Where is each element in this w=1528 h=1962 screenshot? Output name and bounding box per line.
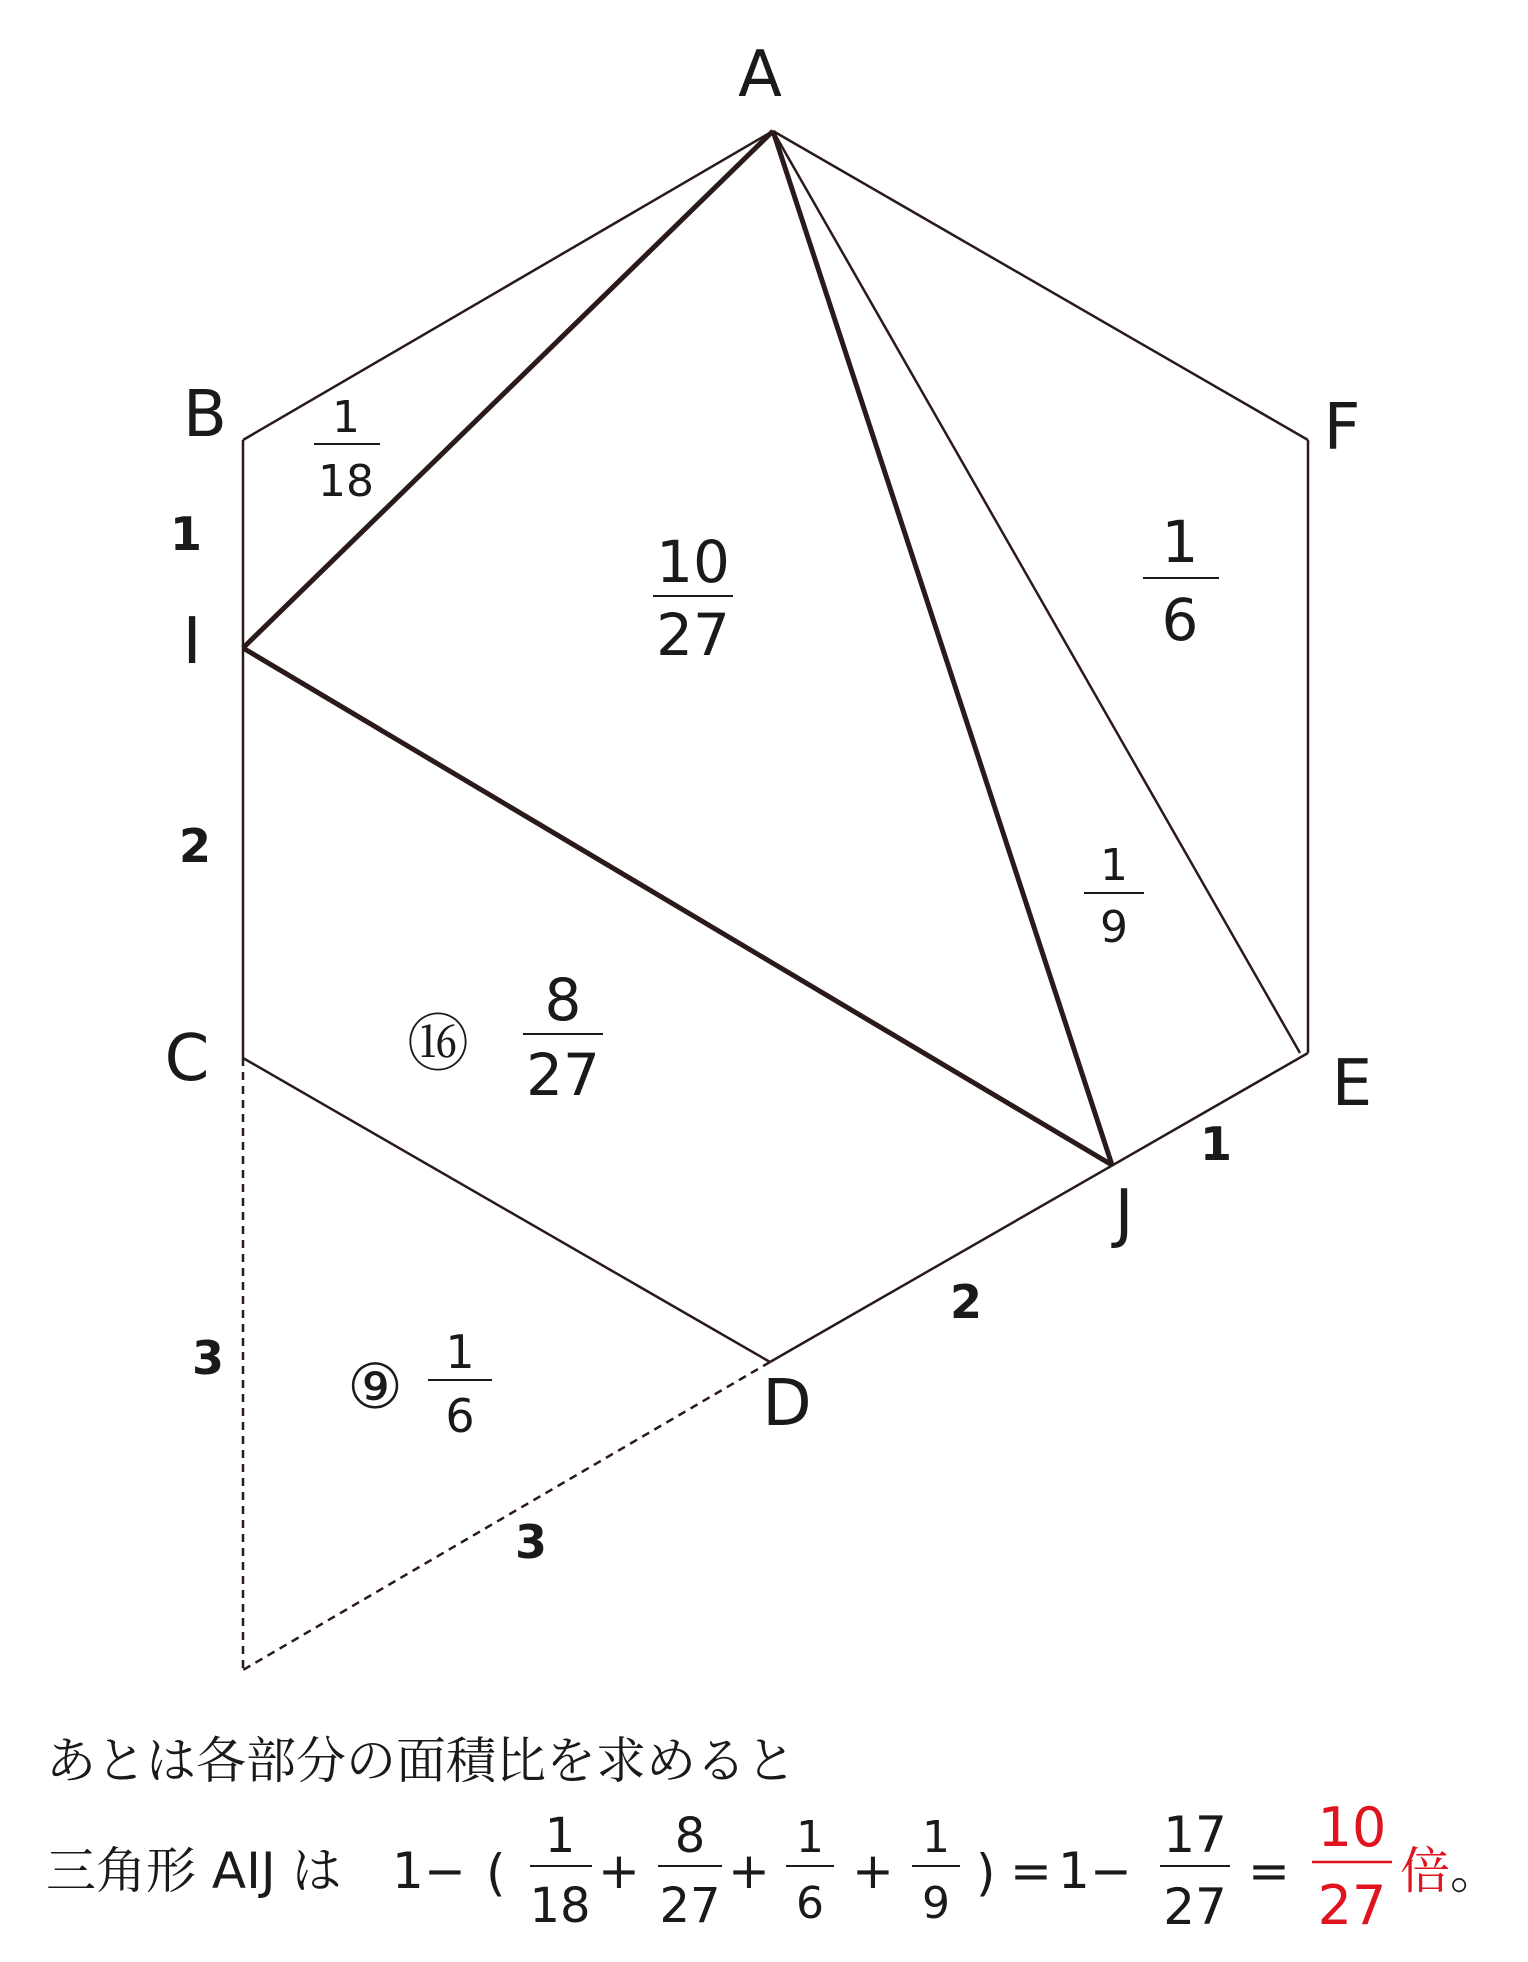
area-AJE — [1084, 840, 1144, 953]
area-CXD-denominator: 6 — [445, 1389, 475, 1443]
edge-AB — [243, 131, 773, 440]
area-CXD-numerator: 1 — [445, 1325, 475, 1379]
area-CXD — [347, 1325, 492, 1443]
interior-lines — [243, 131, 1300, 1165]
equation-left-paren: ( — [486, 1844, 506, 1902]
area-ICJ-marker: ⑯ — [406, 1007, 470, 1080]
segment-label-CX: 3 — [191, 1331, 225, 1385]
vertex-label-I: I — [182, 605, 202, 679]
term-1-denominator: 18 — [529, 1878, 591, 1934]
term-4-denominator: 9 — [922, 1878, 950, 1929]
area-AJE-numerator: 1 — [1100, 840, 1128, 891]
vertex-label-J: J — [1114, 1177, 1134, 1251]
equation-minus-a: − — [424, 1842, 466, 1900]
equation-equals-2: = — [1248, 1842, 1290, 1900]
segment-AE — [773, 131, 1300, 1053]
edge-DE — [770, 1053, 1308, 1362]
area-AIJ — [653, 528, 733, 669]
term-2-denominator: 27 — [659, 1878, 721, 1934]
area-ABI-numerator: 1 — [332, 392, 360, 443]
area-CXD-marker: ⑨ — [347, 1350, 403, 1423]
area-AEF-denominator: 6 — [1161, 586, 1199, 654]
equation-equals-1: = — [1010, 1842, 1052, 1900]
term-3-denominator: 6 — [796, 1878, 824, 1929]
vertex-labels — [165, 38, 1373, 1441]
explanation-line-1: あとは各部分の面積比を求めると — [46, 1732, 796, 1790]
answer-numerator: 10 — [1317, 1796, 1387, 1859]
region-areas — [314, 392, 1219, 1443]
vertex-label-B: B — [183, 378, 227, 452]
explanation-line-2-prefix: 三角形 AIJ は — [46, 1842, 342, 1900]
area-AEF — [1143, 508, 1219, 654]
plus-1: + — [598, 1842, 640, 1900]
vertex-label-D: D — [762, 1367, 812, 1441]
segment-IJ — [243, 648, 1112, 1165]
area-ICJ-numerator: 8 — [544, 966, 582, 1034]
edge-FA — [773, 131, 1308, 440]
answer-denominator: 27 — [1317, 1874, 1387, 1937]
answer-suffix: 倍 — [1400, 1842, 1450, 1900]
dashed-DX — [243, 1362, 770, 1670]
term-4-numerator: 1 — [922, 1812, 950, 1863]
term-3-numerator: 1 — [796, 1812, 824, 1863]
equation-minus-b: − — [1090, 1842, 1132, 1900]
area-ICJ-denominator: 27 — [526, 1041, 600, 1109]
plus-2: + — [728, 1842, 770, 1900]
equation-one-a: 1 — [392, 1842, 424, 1900]
edge-CD — [243, 1058, 770, 1362]
area-ABI-denominator: 18 — [318, 456, 374, 507]
area-ABI — [314, 392, 380, 507]
plus-3: + — [852, 1842, 894, 1900]
subtrahend-numerator: 17 — [1163, 1806, 1227, 1864]
segment-AJ — [773, 131, 1112, 1165]
area-AIJ-denominator: 27 — [656, 601, 730, 669]
segment-label-DJ: 2 — [949, 1275, 983, 1329]
vertex-label-E: E — [1331, 1047, 1373, 1121]
explanation — [46, 1732, 1500, 1937]
segment-label-DX: 3 — [514, 1515, 548, 1569]
segment-label-IC: 2 — [178, 819, 212, 873]
area-AEF-numerator: 1 — [1161, 508, 1199, 576]
area-AIJ-numerator: 10 — [656, 528, 730, 596]
segment-label-JE: 1 — [1199, 1117, 1233, 1171]
segment-label-BI: 1 — [169, 507, 203, 561]
hexagon-outline — [243, 131, 1308, 1362]
vertex-label-F: F — [1323, 391, 1361, 465]
vertex-label-A: A — [738, 38, 782, 112]
term-2-numerator: 8 — [674, 1808, 706, 1864]
term-1-numerator: 1 — [544, 1808, 576, 1864]
vertex-label-C: C — [164, 1022, 210, 1096]
explanation-period: 。 — [1450, 1842, 1500, 1900]
area-ICJ — [407, 966, 603, 1109]
equation-right-paren: ) — [976, 1844, 996, 1902]
equation-one-b: 1 — [1058, 1842, 1090, 1900]
dashed-extension — [243, 1058, 770, 1670]
subtrahend-denominator: 27 — [1163, 1878, 1227, 1936]
area-AJE-denominator: 9 — [1100, 902, 1128, 953]
